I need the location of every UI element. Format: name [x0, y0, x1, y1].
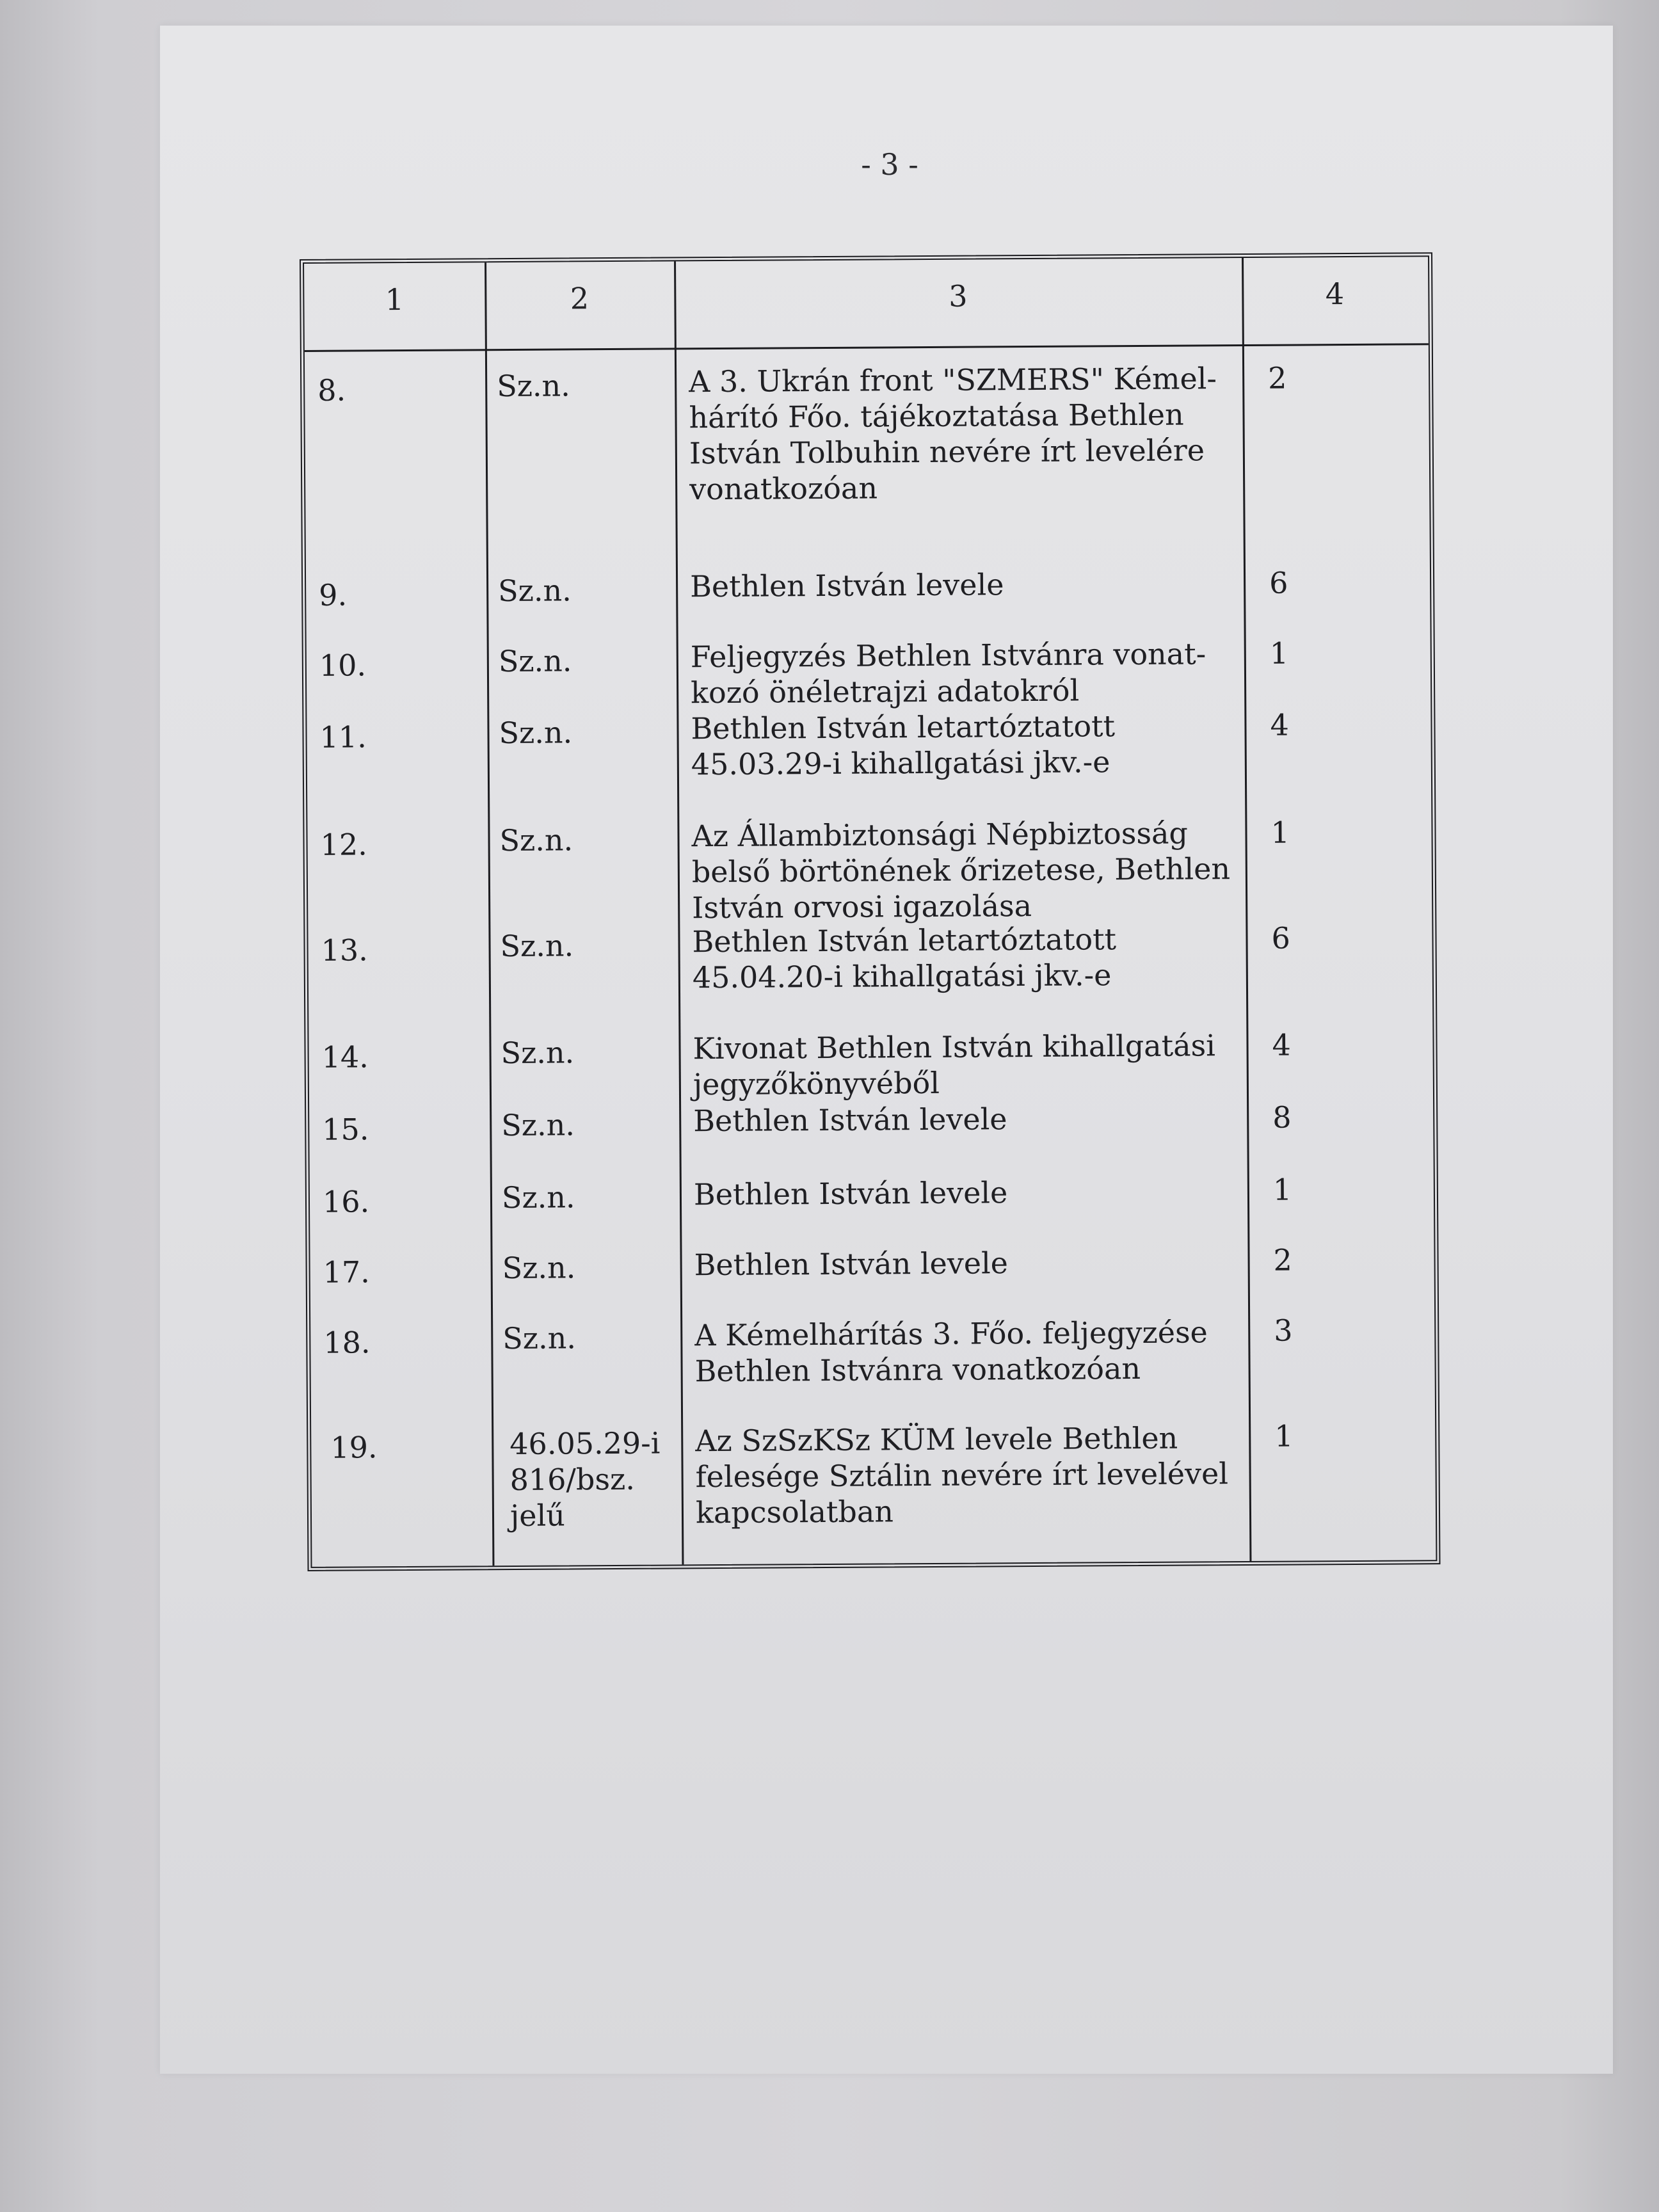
row-description: Bethlen István letartóztatott 45.04.20-i kihallgatási jkv.-e	[692, 922, 1117, 995]
row-number: 18.	[323, 1325, 371, 1360]
row-number: 13.	[321, 933, 368, 968]
row-reference: Sz.n.	[502, 1250, 576, 1286]
row-number: 12.	[320, 827, 367, 862]
column-divider	[485, 262, 494, 1566]
header-col-1: 1	[385, 282, 405, 317]
row-number: 16.	[322, 1184, 370, 1219]
row-number: 17.	[323, 1254, 370, 1290]
row-pages: 4	[1270, 707, 1289, 742]
row-description: Bethlen István letartóztatott 45.03.29-i kihallgatási jkv.-e	[691, 709, 1116, 782]
register-table	[300, 252, 1440, 1571]
column-divider	[674, 261, 684, 1564]
row-pages: 6	[1271, 920, 1290, 956]
row-reference: Sz.n.	[502, 1320, 577, 1356]
row-description: Az SzSzKSz KÜM levele Bethlen felesége Sztálin nevére írt levelével kapcsolatban	[695, 1420, 1229, 1530]
row-number: 15.	[322, 1112, 369, 1147]
row-pages: 1	[1274, 1418, 1294, 1454]
row-description: A Kémelhárítás 3. Főo. feljegyzése Bethlen Istvánra vonatkozóan	[694, 1315, 1208, 1389]
row-reference: Sz.n.	[498, 643, 572, 679]
row-reference: Sz.n.	[501, 1035, 575, 1071]
row-reference: Sz.n.	[497, 368, 571, 404]
row-reference: Sz.n.	[499, 715, 573, 751]
row-description: Bethlen István levele	[693, 1102, 1007, 1139]
row-pages: 1	[1272, 1172, 1292, 1207]
row-reference: Sz.n.	[501, 1180, 575, 1215]
row-pages: 3	[1274, 1313, 1293, 1348]
header-col-2: 2	[570, 281, 589, 316]
row-number: 8.	[317, 373, 346, 408]
row-reference: Sz.n.	[498, 573, 572, 609]
row-pages: 4	[1272, 1027, 1291, 1062]
row-number: 14.	[321, 1039, 369, 1075]
row-description: Bethlen István levele	[693, 1175, 1008, 1212]
row-description: A 3. Ukrán front "SZMERS" Kémel- hárító Főo. tájékoztatása Bethlen István Tolbuhin nevére írt levelére vonatkozóan	[689, 361, 1217, 507]
row-number: 11.	[319, 719, 367, 755]
row-pages: 2	[1273, 1242, 1293, 1278]
row-pages: 8	[1272, 1100, 1292, 1135]
row-pages: 2	[1267, 360, 1287, 396]
row-number: 10.	[319, 648, 367, 683]
row-description: Bethlen István levele	[694, 1246, 1009, 1283]
header-col-4: 4	[1325, 276, 1345, 312]
row-reference: Sz.n.	[499, 822, 573, 858]
row-pages: 1	[1270, 815, 1290, 850]
row-reference: 46.05.29-i 816/bsz. jelű	[509, 1425, 661, 1534]
page-number: - 3 -	[861, 147, 918, 182]
row-description: Kivonat Bethlen István kihallgatási jegyzőkönyvéből	[693, 1028, 1216, 1102]
row-pages: 1	[1269, 636, 1289, 671]
row-reference: Sz.n.	[500, 928, 574, 964]
row-description: Feljegyzés Bethlen Istvánra vonat- kozó önéletrajzi adatokról	[690, 636, 1206, 710]
row-description: Bethlen István levele	[689, 567, 1004, 604]
row-number: 9.	[319, 577, 348, 613]
row-reference: Sz.n.	[501, 1107, 575, 1143]
header-col-3: 3	[949, 278, 968, 314]
row-pages: 6	[1269, 565, 1288, 600]
row-number: 19.	[330, 1430, 378, 1465]
row-description: Az Állambiztonsági Népbiztosság belső börtönének őrizetese, Bethlen István orvosi igazolása	[691, 815, 1231, 926]
header-divider	[305, 343, 1429, 352]
